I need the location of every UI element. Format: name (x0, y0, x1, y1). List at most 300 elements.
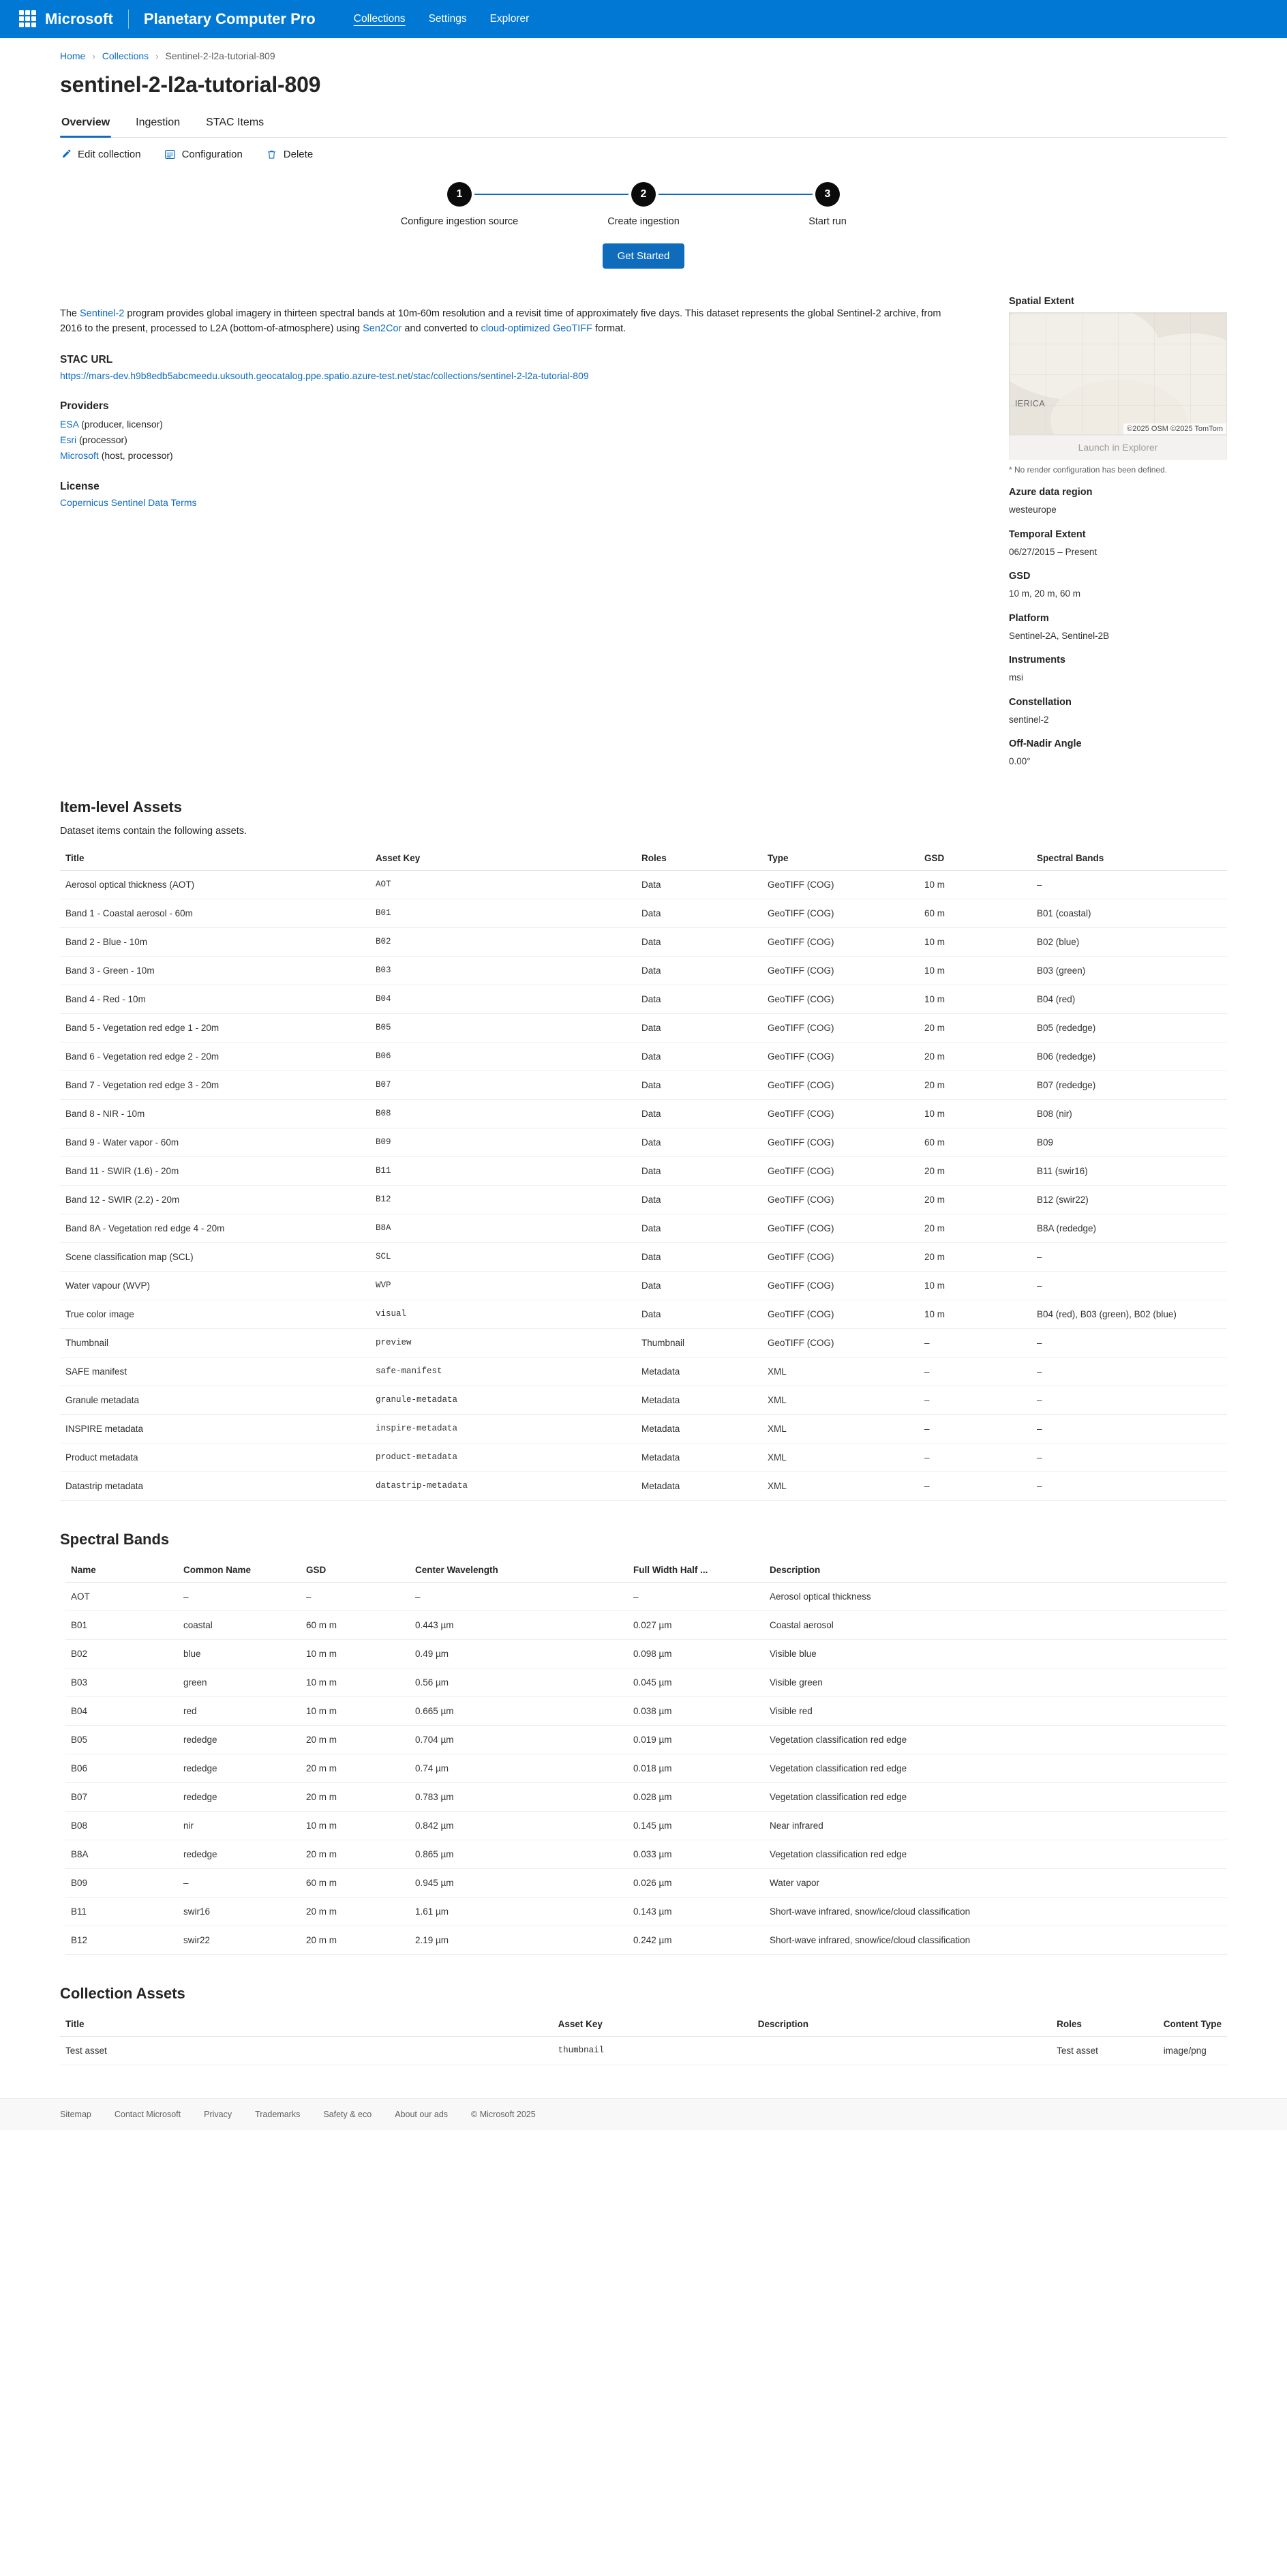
item-assets-subtitle: Dataset items contain the following assets. (60, 825, 247, 837)
description-part-1: The (60, 308, 80, 319)
spectral-bands-header-row (65, 1558, 1227, 1583)
item-asset-row-cell: – (919, 1357, 1031, 1386)
item-asset-row-cell: 10 m (919, 1271, 1031, 1300)
provider-microsoft-roles: (host, processor) (101, 449, 173, 461)
item-asset-row-cell: Product metadata (60, 1443, 370, 1471)
cloud-optimized-geotiff-link[interactable]: cloud-optimized GeoTIFF (481, 323, 593, 334)
item-asset-row-cell: B8A (rededge) (1031, 1214, 1227, 1242)
item-asset-row-cell: Data (636, 899, 762, 927)
item-asset-row-cell: Data (636, 1128, 762, 1156)
spectral-band-row-cell: Coastal aerosol (764, 1611, 1227, 1639)
overview-content (60, 273, 1227, 768)
item-asset-row-cell: XML (762, 1443, 919, 1471)
stac-url-heading: STAC URL (60, 354, 113, 366)
collection-asset-row-cell: thumbnail (553, 2036, 753, 2065)
item-asset-row[interactable] (60, 985, 1227, 1013)
spectral-band-row-cell: coastal (178, 1611, 301, 1639)
item-asset-row-cell: safe-manifest (370, 1357, 636, 1386)
item-asset-row-cell: granule-metadata (370, 1386, 636, 1414)
item-asset-row-cell: B02 (370, 927, 636, 956)
item-asset-row-cell: Band 3 - Green - 10m (60, 956, 370, 985)
spectral-band-row-cell: 10 m m (301, 1696, 410, 1725)
collection-asset-row-cell: image/png (1158, 2036, 1227, 2065)
spectral-band-row[interactable] (65, 1897, 1227, 1926)
spectral-band-row-cell: 20 m m (301, 1725, 410, 1754)
microsoft-brand-label[interactable]: Microsoft (45, 10, 113, 27)
spectral-band-row[interactable] (65, 1611, 1227, 1639)
item-asset-row-cell: Scene classification map (SCL) (60, 1242, 370, 1271)
item-asset-row[interactable] (60, 870, 1227, 899)
breadcrumb-separator-icon: › (92, 50, 95, 61)
step-number-3: 3 (815, 182, 840, 207)
spectral-band-row-cell: Visible green (764, 1668, 1227, 1696)
item-asset-row[interactable] (60, 1042, 1227, 1070)
item-asset-row-cell: Band 2 - Blue - 10m (60, 927, 370, 956)
spectral-band-row-cell: rededge (178, 1840, 301, 1868)
item-asset-row-cell: Aerosol optical thickness (AOT) (60, 870, 370, 899)
item-asset-row-cell: GeoTIFF (COG) (762, 1070, 919, 1099)
tab-ingestion[interactable]: Ingestion (136, 117, 181, 128)
collection-assets-header-row (60, 2012, 1227, 2037)
item-asset-row-cell: GeoTIFF (COG) (762, 870, 919, 899)
spectral-band-row-cell: 0.098 µm (628, 1639, 764, 1668)
item-asset-row-cell: – (919, 1328, 1031, 1357)
item-asset-row-cell: 20 m (919, 1185, 1031, 1214)
spectral-band-row-cell: 0.019 µm (628, 1725, 764, 1754)
item-asset-row-cell: Band 11 - SWIR (1.6) - 20m (60, 1156, 370, 1185)
footer-contact-microsoft[interactable]: Contact Microsoft (114, 2109, 181, 2119)
col-roles[interactable]: Roles (636, 846, 762, 871)
item-asset-row[interactable] (60, 1070, 1227, 1099)
col-coll-roles[interactable]: Roles (1051, 2012, 1158, 2037)
item-asset-row-cell: – (1031, 1414, 1227, 1443)
col-asset-key[interactable]: Asset Key (370, 846, 636, 871)
item-asset-row-cell: 10 m (919, 927, 1031, 956)
col-coll-title[interactable]: Title (60, 2012, 553, 2037)
item-asset-row-cell: Water vapour (WVP) (60, 1271, 370, 1300)
item-asset-row-cell: 10 m (919, 1300, 1031, 1328)
spectral-band-row-cell: 0.026 µm (628, 1868, 764, 1897)
item-asset-row-cell: XML (762, 1386, 919, 1414)
spectral-band-row[interactable] (65, 1696, 1227, 1725)
spectral-band-row-cell: 0.045 µm (628, 1668, 764, 1696)
item-asset-row[interactable] (60, 1386, 1227, 1414)
launch-in-explorer-button[interactable]: Launch in Explorer (1009, 435, 1227, 460)
spectral-band-row-cell: 1.61 µm (410, 1897, 628, 1926)
item-asset-row-cell: visual (370, 1300, 636, 1328)
col-center-wavelength[interactable]: Center Wavelength (410, 1558, 628, 1583)
item-asset-row[interactable] (60, 1300, 1227, 1328)
spectral-band-row-cell: 20 m m (301, 1754, 410, 1782)
edit-collection-label: Edit collection (78, 149, 141, 160)
item-asset-row-cell: XML (762, 1357, 919, 1386)
spectral-band-row-cell: 20 m m (301, 1840, 410, 1868)
item-asset-row[interactable] (60, 1099, 1227, 1128)
col-gsd[interactable]: GSD (919, 846, 1031, 871)
item-asset-row-cell: – (1031, 1386, 1227, 1414)
item-asset-row-cell: B03 (green) (1031, 956, 1227, 985)
spectral-band-row-cell: rededge (178, 1782, 301, 1811)
item-assets-header-row (60, 846, 1227, 871)
item-asset-row-cell: – (1031, 1328, 1227, 1357)
item-asset-row-cell: B12 (swir22) (1031, 1185, 1227, 1214)
provider-microsoft-link[interactable]: Microsoft (60, 449, 99, 461)
gsd-value: 10 m, 20 m, 60 m (1009, 588, 1081, 599)
field-constellation (1009, 697, 1227, 727)
providers-heading: Providers (60, 400, 109, 413)
item-asset-row-cell: Band 9 - Water vapor - 60m (60, 1128, 370, 1156)
field-gsd (1009, 571, 1227, 601)
item-asset-row-cell: Data (636, 985, 762, 1013)
item-asset-row[interactable] (60, 1357, 1227, 1386)
collection-assets-table (60, 2012, 1227, 2065)
col-full-width-half-max[interactable]: Full Width Half ... (628, 1558, 764, 1583)
item-asset-row-cell: – (1031, 1357, 1227, 1386)
spectral-band-row[interactable] (65, 1840, 1227, 1868)
item-asset-row-cell: B02 (blue) (1031, 927, 1227, 956)
spectral-band-row-cell: 10 m m (301, 1811, 410, 1840)
spectral-band-row-cell: – (178, 1582, 301, 1611)
col-band-gsd[interactable]: GSD (301, 1558, 410, 1583)
item-asset-row-cell: Data (636, 927, 762, 956)
item-assets-table (60, 846, 1227, 1501)
item-asset-row-cell: B8A (370, 1214, 636, 1242)
provider-esa-link[interactable]: ESA (60, 419, 79, 430)
spectral-band-row[interactable] (65, 1782, 1227, 1811)
spectral-band-row-cell: blue (178, 1639, 301, 1668)
item-asset-row[interactable] (60, 927, 1227, 956)
item-asset-row-cell: Data (636, 1156, 762, 1185)
overview-side-panel (1009, 296, 1227, 768)
item-asset-row-cell: B07 (rededge) (1031, 1070, 1227, 1099)
item-asset-row-cell: 60 m (919, 899, 1031, 927)
item-asset-row[interactable] (60, 1271, 1227, 1300)
item-assets-heading: Item-level Assets (60, 798, 182, 815)
spectral-band-row[interactable] (65, 1926, 1227, 1954)
map-attribution: ©2025 OSM ©2025 TomTom (1123, 423, 1226, 434)
item-asset-row[interactable] (60, 899, 1227, 927)
item-asset-row-cell: 10 m (919, 870, 1031, 899)
item-asset-row-cell: Data (636, 870, 762, 899)
item-asset-row[interactable] (60, 1185, 1227, 1214)
spectral-band-row-cell: B08 (65, 1811, 178, 1840)
breadcrumb-separator-icon-2: › (155, 50, 159, 61)
item-asset-row-cell: – (1031, 1471, 1227, 1500)
item-asset-row-cell: Granule metadata (60, 1386, 370, 1414)
item-asset-row-cell: Thumbnail (60, 1328, 370, 1357)
spectral-band-row-cell: 20 m m (301, 1926, 410, 1954)
spectral-bands-table (65, 1558, 1227, 1955)
spectral-band-row-cell: – (178, 1868, 301, 1897)
configuration-label: Configuration (181, 149, 243, 160)
item-asset-row-cell: WVP (370, 1271, 636, 1300)
tab-overview[interactable]: Overview (60, 110, 111, 137)
sliders-icon (164, 149, 176, 160)
delete-button[interactable] (266, 149, 313, 160)
item-asset-row-cell: GeoTIFF (COG) (762, 1128, 919, 1156)
item-asset-row[interactable] (60, 1471, 1227, 1500)
item-asset-row-cell: Data (636, 1099, 762, 1128)
spectral-band-row-cell: 0.74 µm (410, 1754, 628, 1782)
item-asset-row[interactable] (60, 1214, 1227, 1242)
item-asset-row-cell: Band 8A - Vegetation red edge 4 - 20m (60, 1214, 370, 1242)
spectral-band-row-cell: nir (178, 1811, 301, 1840)
app-launcher-icon[interactable] (19, 10, 37, 28)
step-label-2: Create ingestion (607, 216, 680, 227)
spectral-band-row[interactable] (65, 1811, 1227, 1840)
step-connector-right-2 (644, 194, 736, 195)
item-asset-row-cell: 20 m (919, 1242, 1031, 1271)
item-asset-row-cell: 10 m (919, 956, 1031, 985)
constellation-value: sentinel-2 (1009, 714, 1049, 725)
step-create-ingestion[interactable] (551, 182, 736, 227)
spectral-band-row-cell: 0.945 µm (410, 1868, 628, 1897)
render-config-note: * No render configuration has been defined. (1009, 465, 1168, 475)
item-asset-row-cell: GeoTIFF (COG) (762, 927, 919, 956)
spectral-band-row[interactable] (65, 1725, 1227, 1754)
app-name-label[interactable]: Planetary Computer Pro (143, 10, 316, 27)
item-asset-row[interactable] (60, 1414, 1227, 1443)
collection-asset-row[interactable] (60, 2036, 1227, 2065)
item-asset-row-cell: Band 12 - SWIR (2.2) - 20m (60, 1185, 370, 1214)
item-asset-row-cell: – (1031, 870, 1227, 899)
field-instruments (1009, 655, 1227, 685)
breadcrumb-home[interactable]: Home (60, 50, 86, 61)
item-asset-row-cell: B04 (370, 985, 636, 1013)
spectral-band-row-cell: AOT (65, 1582, 178, 1611)
item-asset-row-cell: – (1031, 1443, 1227, 1471)
item-asset-row-cell: B08 (370, 1099, 636, 1128)
spectral-band-row-cell: – (410, 1582, 628, 1611)
item-asset-row-cell: GeoTIFF (COG) (762, 1214, 919, 1242)
col-title[interactable]: Title (60, 846, 370, 871)
platform-label: Platform (1009, 612, 1049, 624)
spectral-band-row-cell: 20 m m (301, 1897, 410, 1926)
platform-value: Sentinel-2A, Sentinel-2B (1009, 630, 1110, 641)
step-connector-left-3 (736, 194, 828, 195)
spectral-band-row-cell: 0.143 µm (628, 1897, 764, 1926)
description-part-4: format. (592, 323, 626, 334)
field-platform (1009, 613, 1227, 643)
item-asset-row-cell: Metadata (636, 1357, 762, 1386)
provider-esri-link[interactable]: Esri (60, 434, 77, 446)
footer-copyright: © Microsoft 2025 (471, 2109, 536, 2119)
item-asset-row-cell: B11 (swir16) (1031, 1156, 1227, 1185)
item-asset-row[interactable] (60, 1443, 1227, 1471)
item-asset-row-cell: Data (636, 1300, 762, 1328)
item-asset-row-cell: B11 (370, 1156, 636, 1185)
item-asset-row-cell: GeoTIFF (COG) (762, 1271, 919, 1300)
spectral-band-row-cell: 0.018 µm (628, 1754, 764, 1782)
azure-data-region-value: westeurope (1009, 505, 1057, 515)
spectral-band-row-cell: 20 m m (301, 1782, 410, 1811)
spectral-band-row-cell: – (628, 1582, 764, 1611)
spectral-band-row-cell: B02 (65, 1639, 178, 1668)
spectral-band-row-cell: Vegetation classification red edge (764, 1725, 1227, 1754)
item-asset-row-cell: 10 m (919, 985, 1031, 1013)
spectral-band-row-cell: Visible red (764, 1696, 1227, 1725)
footer-about-our-ads[interactable]: About our ads (395, 2109, 449, 2119)
breadcrumb-current: Sentinel-2-l2a-tutorial-809 (165, 50, 275, 61)
spectral-band-row-cell: B05 (65, 1725, 178, 1754)
item-asset-row-cell: B09 (1031, 1128, 1227, 1156)
item-asset-row-cell: AOT (370, 870, 636, 899)
item-asset-row-cell: GeoTIFF (COG) (762, 985, 919, 1013)
item-asset-row-cell: B01 (370, 899, 636, 927)
item-asset-row-cell: Band 4 - Red - 10m (60, 985, 370, 1013)
spectral-band-row-cell: Water vapor (764, 1868, 1227, 1897)
stac-url-link[interactable]: https://mars-dev.h9b8edb5abcmeedu.uksouth.geocatalog.ppe.spatio.azure-test.net/stac/collections/sentinel-2-l2a-tutorial-809 (60, 370, 589, 382)
command-bar (60, 138, 1227, 167)
item-asset-row[interactable] (60, 956, 1227, 985)
breadcrumb-collections[interactable]: Collections (102, 50, 149, 61)
constellation-label: Constellation (1009, 696, 1072, 708)
item-asset-row-cell: SCL (370, 1242, 636, 1271)
item-asset-row-cell: Metadata (636, 1471, 762, 1500)
spectral-bands-heading: Spectral Bands (60, 1530, 170, 1548)
temporal-extent-value: 06/27/2015 – Present (1009, 546, 1097, 557)
item-asset-row-cell: preview (370, 1328, 636, 1357)
sen2cor-link[interactable]: Sen2Cor (363, 323, 402, 334)
item-asset-row[interactable] (60, 1328, 1227, 1357)
provider-esri (60, 432, 982, 448)
step-configure-ingestion-source[interactable] (367, 182, 551, 227)
nav-collections[interactable]: Collections (353, 13, 406, 25)
col-coll-asset-key[interactable]: Asset Key (553, 2012, 753, 2037)
off-nadir-angle-value: 0.00° (1009, 756, 1031, 767)
spectral-band-row-cell: Near infrared (764, 1811, 1227, 1840)
step-start-run[interactable] (736, 182, 920, 227)
item-asset-row-cell: GeoTIFF (COG) (762, 1300, 919, 1328)
spectral-band-row-cell: red (178, 1696, 301, 1725)
instruments-label: Instruments (1009, 655, 1065, 666)
spectral-band-row[interactable] (65, 1754, 1227, 1782)
col-common-name[interactable]: Common Name (178, 1558, 301, 1583)
item-asset-row-cell: Data (636, 1013, 762, 1042)
license-link[interactable]: Copernicus Sentinel Data Terms (60, 497, 197, 509)
spectral-band-row-cell: swir16 (178, 1897, 301, 1926)
item-asset-row-cell: Data (636, 1271, 762, 1300)
col-description[interactable]: Description (764, 1558, 1227, 1583)
field-azure-data-region (1009, 487, 1227, 517)
item-asset-row[interactable] (60, 1128, 1227, 1156)
provider-esa-roles: (producer, licensor) (81, 419, 163, 430)
spectral-band-row-cell: B01 (65, 1611, 178, 1639)
spectral-band-row[interactable] (65, 1639, 1227, 1668)
item-asset-row-cell: GeoTIFF (COG) (762, 1242, 919, 1271)
footer-sitemap[interactable]: Sitemap (60, 2109, 91, 2119)
spectral-band-row-cell: Short-wave infrared, snow/ice/cloud classification (764, 1897, 1227, 1926)
item-asset-row-cell: Thumbnail (636, 1328, 762, 1357)
field-temporal-extent (1009, 529, 1227, 559)
spectral-band-row-cell: – (301, 1582, 410, 1611)
spectral-band-row-cell: 0.038 µm (628, 1696, 764, 1725)
page-title: sentinel-2-l2a-tutorial-809 (60, 72, 321, 97)
item-asset-row-cell: B08 (nir) (1031, 1099, 1227, 1128)
spectral-band-row-cell: 0.443 µm (410, 1611, 628, 1639)
col-spectral-bands[interactable]: Spectral Bands (1031, 846, 1227, 871)
provider-microsoft (60, 448, 982, 464)
spectral-band-row-cell: Vegetation classification red edge (764, 1782, 1227, 1811)
spectral-band-row-cell: 60 m m (301, 1611, 410, 1639)
item-asset-row-cell: GeoTIFF (COG) (762, 1185, 919, 1214)
spectral-band-row-cell: Visible blue (764, 1639, 1227, 1668)
item-asset-row-cell: B09 (370, 1128, 636, 1156)
footer-trademarks[interactable]: Trademarks (255, 2109, 301, 2119)
spectral-band-row[interactable] (65, 1668, 1227, 1696)
delete-label: Delete (283, 149, 314, 160)
off-nadir-angle-label: Off-Nadir Angle (1009, 738, 1082, 750)
item-asset-row-cell: 60 m (919, 1128, 1031, 1156)
item-asset-row-cell: – (919, 1414, 1031, 1443)
step-number-2: 2 (631, 182, 656, 207)
item-asset-row-cell: GeoTIFF (COG) (762, 1013, 919, 1042)
page-footer (0, 2098, 1287, 2130)
step-label-1: Configure ingestion source (400, 216, 519, 227)
nav-explorer[interactable]: Explorer (489, 13, 530, 25)
footer-privacy[interactable]: Privacy (204, 2109, 232, 2119)
item-asset-row-cell: B06 (370, 1042, 636, 1070)
item-asset-row-cell: 20 m (919, 1070, 1031, 1099)
pencil-icon (60, 149, 72, 160)
get-started-button[interactable]: Get Started (603, 243, 685, 269)
col-name[interactable]: Name (65, 1558, 178, 1583)
item-asset-row-cell: GeoTIFF (COG) (762, 1099, 919, 1128)
footer-safety-eco[interactable]: Safety & eco (323, 2109, 372, 2119)
item-asset-row-cell: Datastrip metadata (60, 1471, 370, 1500)
item-asset-row-cell: GeoTIFF (COG) (762, 1328, 919, 1357)
spectral-band-row-cell: 0.242 µm (628, 1926, 764, 1954)
spectral-band-row-cell: 0.665 µm (410, 1696, 628, 1725)
field-off-nadir-angle (1009, 738, 1227, 768)
collection-assets-heading: Collection Assets (60, 1984, 185, 2002)
item-asset-row-cell: B04 (red), B03 (green), B02 (blue) (1031, 1300, 1227, 1328)
item-asset-row-cell: B06 (rededge) (1031, 1042, 1227, 1070)
spectral-band-row-cell: 0.027 µm (628, 1611, 764, 1639)
item-asset-row[interactable] (60, 1242, 1227, 1271)
col-type[interactable]: Type (762, 846, 919, 871)
nav-settings[interactable]: Settings (428, 13, 467, 25)
item-asset-row[interactable] (60, 1013, 1227, 1042)
item-asset-row-cell: Data (636, 1042, 762, 1070)
tab-stac-items[interactable]: STAC Items (206, 117, 264, 128)
col-coll-content-type[interactable]: Content Type (1158, 2012, 1227, 2037)
spectral-band-row[interactable] (65, 1868, 1227, 1897)
edit-collection-button[interactable] (60, 149, 141, 160)
spectral-band-row-cell: 0.56 µm (410, 1668, 628, 1696)
configuration-button[interactable] (164, 149, 243, 160)
spectral-band-row-cell: B8A (65, 1840, 178, 1868)
spectral-band-row-cell: B07 (65, 1782, 178, 1811)
item-asset-row-cell: 20 m (919, 1042, 1031, 1070)
item-asset-row[interactable] (60, 1156, 1227, 1185)
item-asset-row-cell: Band 6 - Vegetation red edge 2 - 20m (60, 1042, 370, 1070)
collection-asset-row-cell: Test asset (60, 2036, 553, 2065)
spectral-band-row-cell: Short-wave infrared, snow/ice/cloud classification (764, 1926, 1227, 1954)
spectral-band-row-cell: 0.145 µm (628, 1811, 764, 1840)
item-asset-row-cell: XML (762, 1414, 919, 1443)
sentinel-2-link[interactable]: Sentinel-2 (80, 308, 125, 319)
item-asset-row-cell: Band 8 - NIR - 10m (60, 1099, 370, 1128)
item-asset-row-cell: Band 7 - Vegetation red edge 3 - 20m (60, 1070, 370, 1099)
spectral-band-row[interactable] (65, 1582, 1227, 1611)
top-navigation-bar (0, 0, 1287, 38)
col-coll-description[interactable]: Description (753, 2012, 1051, 2037)
brand-divider (128, 10, 129, 29)
map-graticule (1010, 313, 1226, 434)
spatial-extent-map[interactable] (1009, 312, 1227, 435)
spectral-band-row-cell: B04 (65, 1696, 178, 1725)
